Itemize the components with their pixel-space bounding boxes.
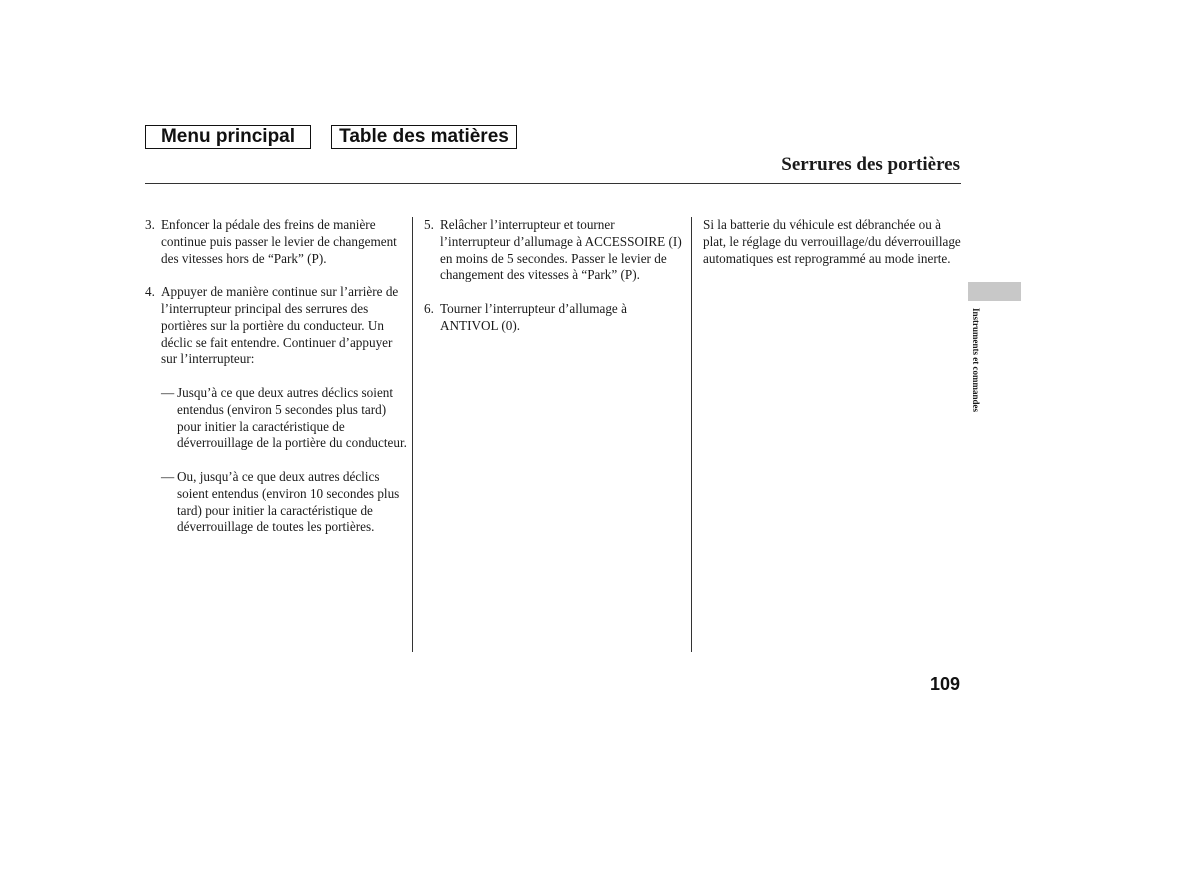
page-number: 109 bbox=[929, 674, 960, 694]
dash-bullet: — bbox=[161, 384, 175, 400]
step-6 bbox=[424, 301, 686, 335]
section-tab-marker bbox=[968, 282, 1021, 301]
sub-item-text: Ou, jusqu’à ce que deux autres déclics soient entendus (environ 10 secondes plus tard) pour initier la caractéristique de déverrouillage de toutes les portières. bbox=[177, 468, 400, 535]
step-text: Tourner l’interrupteur d’allumage à ANTIVOL (0). bbox=[440, 300, 627, 333]
step-4 bbox=[145, 284, 407, 368]
battery-note: Si la batterie du véhicule est débranchée ou à plat, le réglage du verrouillage/du déverrouillage automatiques est reprogrammé au mode inerte. bbox=[703, 217, 961, 266]
step-5 bbox=[424, 217, 686, 284]
dash-bullet: — bbox=[161, 468, 175, 484]
text-column-3 bbox=[703, 217, 965, 267]
sub-item-all-doors bbox=[161, 469, 407, 536]
table-of-contents-button[interactable]: Table des matières bbox=[331, 125, 517, 149]
column-divider bbox=[691, 217, 692, 652]
main-menu-button[interactable]: Menu principal bbox=[145, 125, 311, 149]
side-tab-text: Instruments et commandes bbox=[971, 308, 981, 412]
step-text: Relâcher l’interrupteur et tourner l’interrupteur d’allumage à ACCESSOIRE (I) en moins de 5 secondes. Passer le levier de changement des vitesses à “Park” (P). bbox=[440, 217, 682, 283]
step-number: 3. bbox=[145, 217, 155, 232]
step-text: Appuyer de manière continue sur l’arrière de l’interrupteur principal des serrures des portières sur la portière du conducteur. Un déclic se fait entendre. Continuer d’appuyer sur l’interrupteur: bbox=[161, 284, 399, 367]
step-number: 6. bbox=[424, 300, 434, 316]
text-column-1 bbox=[145, 217, 407, 553]
header-rule bbox=[145, 183, 961, 184]
side-tab-label bbox=[961, 308, 989, 440]
step-number: 4. bbox=[145, 284, 155, 300]
sub-item-text: Jusqu’à ce que deux autres déclics soient entendus (environ 5 secondes plus tard) pour initier la caractéristique de déverrouillage de la portière du conducteur. bbox=[177, 384, 407, 451]
step-3 bbox=[145, 217, 407, 267]
sub-item-driver-door bbox=[161, 385, 407, 452]
step-text: Enfoncer la pédale des freins de manière continue puis passer le levier de changement des vitesses hors de “Park” (P). bbox=[161, 217, 397, 266]
section-title: Serrures des portières bbox=[781, 154, 960, 175]
column-divider bbox=[412, 217, 413, 652]
step-number: 5. bbox=[424, 217, 434, 232]
text-column-2 bbox=[424, 217, 686, 351]
